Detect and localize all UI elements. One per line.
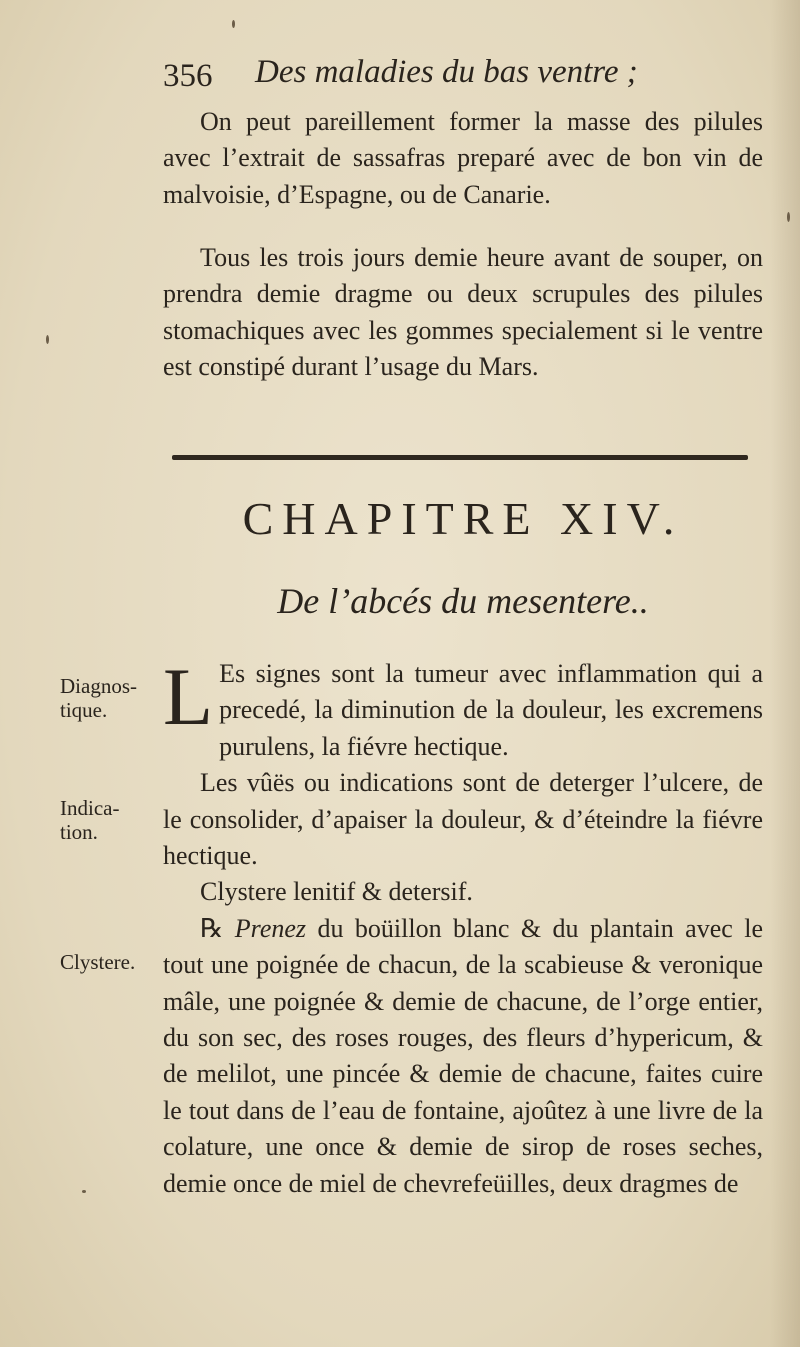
paragraph-dosage [163,240,763,386]
ink-speck [46,335,49,344]
paragraph: On peut pareillement former la masse des pilules avec l’extrait de sassafras preparé avec de bon vin de malvoisie, d’Espagne, ou de Canarie. [163,107,763,209]
chapter-subtitle: De l’abcés du mesentere.. [277,581,649,621]
margin-note-indication: Indica- tion. [60,796,120,844]
margin-note-clystere: Clystere. [60,950,136,974]
ink-speck [82,1190,86,1193]
paragraph: Tous les trois jours demie heure avant de souper, on prendra demie dragme ou deux scrupules des pilules stomachiques avec les gommes specialement si le ventre est constipé durant l’usage du Mars. [163,243,763,382]
ink-speck [232,20,235,28]
running-title: Des maladies du bas ventre ; [255,54,638,90]
section-divider [172,455,748,460]
paragraph-recipe [163,911,763,1202]
recipe-text: du boüillon blanc & du plantain avec le tout une poignée de chacun, de la scabieuse & veronique mâle, une poignée & demie de chacune, de l’orge entier, du son sec, des roses rouges, des fleurs d’hypericum, & de melilot, une pincée & demie de chacune, faites cuire le tout dans de l’eau de fontaine, ajoûtez à une livre de la colature, une once & demie de sirop de roses seches, demie once de miel de chevrefeüilles, deux dragmes de [163,913,764,1198]
paragraph-indications: Les vûës ou indications sont de deterger l’ulcere, de le consolider, d’apaiser la douleur, & d’éteindre la fiévre hectique. [163,768,763,871]
recipe-symbol: ℞ [200,913,224,943]
paragraph-signs [163,651,763,765]
page-gutter-shadow [770,0,800,1347]
chapter-body [163,651,764,1202]
page-number: 356 [163,58,213,94]
paragraph-pills [163,104,763,213]
margin-note-diagnostique: Diagnos- tique. [60,674,137,722]
drop-cap: L [163,651,214,742]
recipe-verb: Prenez [234,913,307,943]
paragraph-text: Es signes sont la tumeur avec inflammation qui a precedé, la diminution de la douleur, les excremens purulens, la fiévre hectique. [219,659,763,761]
page-header [163,52,763,102]
ink-speck [787,212,790,222]
chapter-title: CHAPITRE XIV. [242,493,684,544]
paragraph-clystere-title: Clystere lenitif & detersif. [200,877,473,907]
